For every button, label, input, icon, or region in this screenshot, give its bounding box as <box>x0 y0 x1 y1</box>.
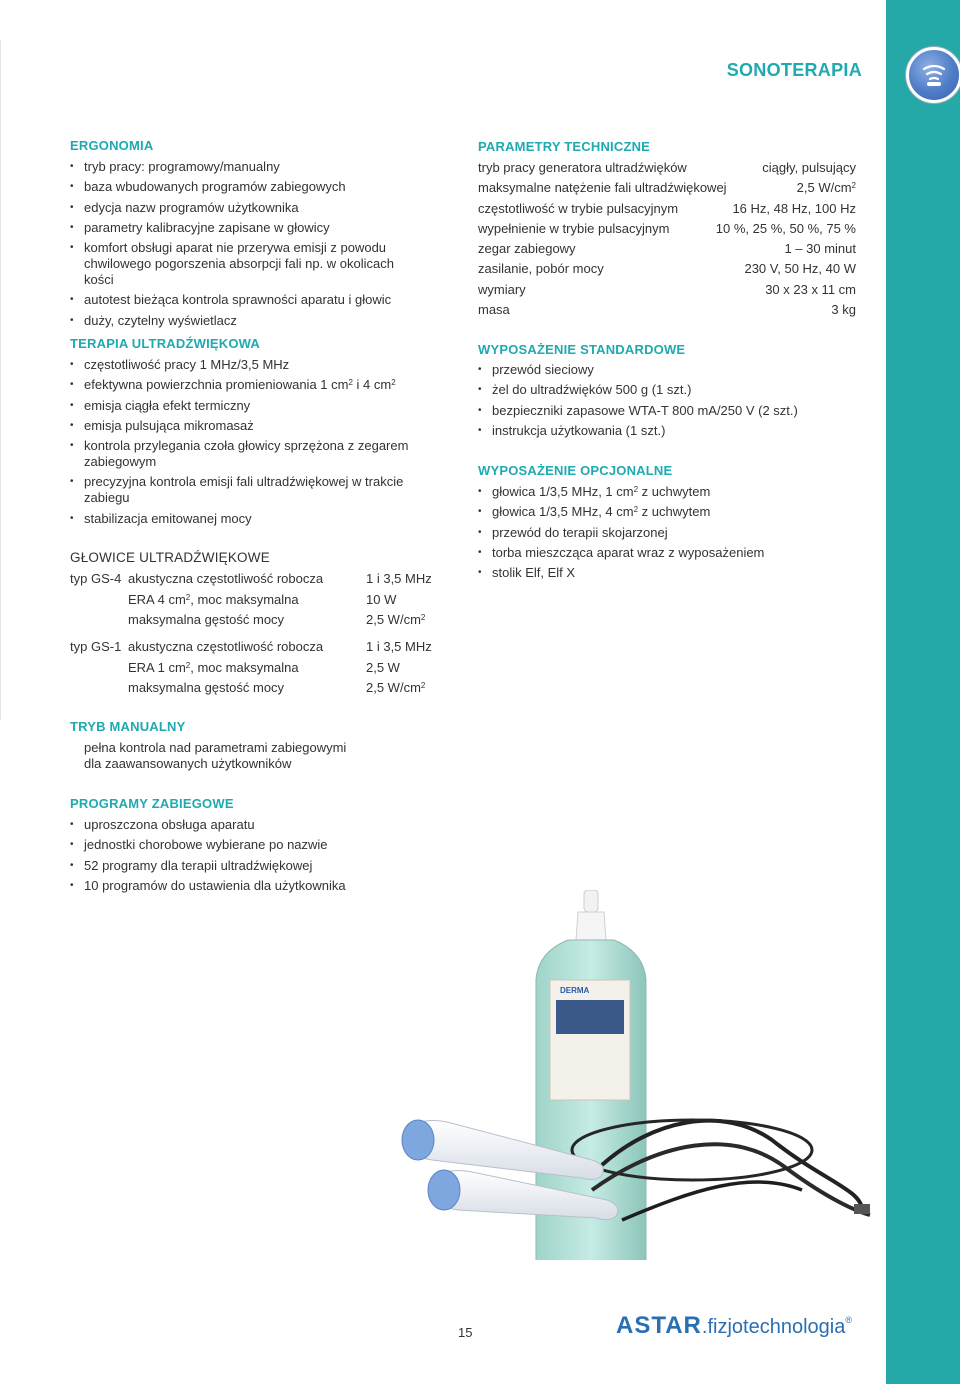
brand-dot: . <box>701 1316 708 1338</box>
superscript: 2 <box>185 660 191 670</box>
brand-main: ASTAR <box>616 1312 702 1339</box>
item-text: głowica 1/3,5 MHz, 1 cm <box>492 484 634 499</box>
table-row <box>478 180 856 200</box>
head-value-text: 2,5 W/cm <box>366 612 421 627</box>
list-item: • emisja pulsująca mikromasaż <box>70 418 430 434</box>
head-value <box>366 680 425 696</box>
table-row <box>70 571 450 592</box>
list-item: • precyzyjna kontrola emisji fali ultradźwiękowej w trakcie zabiegu <box>70 474 430 506</box>
superscript: 2 <box>851 181 856 191</box>
parametry-heading: PARAMETRY TECHNICZNE <box>478 139 651 154</box>
list-item: • instrukcja użytkowania (1 szt.) <box>478 423 858 439</box>
superscript: 2 <box>420 681 426 690</box>
list-item: • żel do ultradźwięków 500 g (1 szt.) <box>478 382 858 398</box>
list-item: • bezpieczniki zapasowe WTA-T 800 mA/250 V (2 szt.) <box>478 403 858 419</box>
terapia-list <box>70 357 430 531</box>
spec-label: zasilanie, pobór mocy <box>478 261 604 277</box>
superscript: 2 <box>633 485 639 494</box>
table-row <box>478 221 856 241</box>
spec-label: tryb pracy generatora ultradźwięków <box>478 160 687 175</box>
brand-reg: ® <box>845 1315 852 1325</box>
spec-label: częstotliwość w trybie pulsacyjnym <box>478 200 679 216</box>
list-item: • stabilizacja emitowanej mocy <box>70 511 430 527</box>
head-value: 1 i 3,5 MHz <box>366 639 432 654</box>
head-type: typ GS-1 <box>70 639 122 654</box>
programy-list <box>70 817 430 898</box>
head-value <box>366 612 425 628</box>
opcjonalne-list <box>478 484 858 585</box>
page-number: 15 <box>458 1325 473 1340</box>
head-type: typ GS-4 <box>70 571 122 586</box>
spec-label: masa <box>478 302 510 318</box>
superscript: 2 <box>420 613 426 622</box>
list-item: • emisja ciągła efekt termiczny <box>70 398 430 414</box>
spec-value: 30 x 23 x 11 cm <box>765 281 856 297</box>
list-item: • 52 programy dla terapii ultradźwiękowej <box>70 858 430 874</box>
spec-value: ciągły, pulsujący <box>762 160 856 175</box>
product-photo <box>392 890 872 1260</box>
head-value: 10 W <box>366 591 397 607</box>
programy-heading: PROGRAMY ZABIEGOWE <box>70 796 234 811</box>
list-item: • jednostki chorobowe wybierane po nazwie <box>70 837 430 853</box>
list-item: • edycja nazw programów użytkownika <box>70 200 450 216</box>
tryb-heading: TRYB MANUALNY <box>70 719 186 734</box>
list-item: • torba mieszcząca aparat wraz z wyposażeniem <box>478 545 858 561</box>
spec-value: 1 – 30 minut <box>784 241 856 257</box>
head-param: akustyczna częstotliwość robocza <box>128 571 324 586</box>
spec-value: 230 V, 50 Hz, 40 W <box>744 261 856 277</box>
gs4-table <box>70 571 450 633</box>
list-item: • autotest bieżąca kontrola sprawności aparatu i głowic <box>70 292 450 308</box>
head-param <box>128 592 299 608</box>
list-item <box>478 504 858 520</box>
table-row <box>478 160 856 180</box>
ultrasound-waves-icon <box>906 47 960 103</box>
list-item: • parametry kalibracyjne zapisane w głowicy <box>70 220 450 236</box>
table-row <box>70 680 450 701</box>
head-param: akustyczna częstotliwość robocza <box>128 639 324 654</box>
glowice-heading: GŁOWICE ULTRADŹWIĘKOWE <box>70 550 270 565</box>
page-margin-line <box>0 40 1 720</box>
brand-sub: fizjotechnologia <box>707 1316 846 1338</box>
spec-table <box>478 160 856 322</box>
superscript: 2 <box>185 592 191 602</box>
list-item: • komfort obsługi aparat nie przerywa emisji z powodu chwilowego pogorszenia absorpcji fali np. w okolicach kości <box>70 240 424 288</box>
head-value: 1 i 3,5 MHz <box>366 571 432 586</box>
list-item: • kontrola przylegania czoła głowicy sprzężona z zegarem zabiegowym <box>70 438 430 470</box>
standard-list <box>478 362 858 443</box>
spec-label: wypełnienie w trybie pulsacyjnym <box>478 220 670 236</box>
list-item: • częstotliwość pracy 1 MHz/3,5 MHz <box>70 357 430 373</box>
spec-value <box>797 180 856 200</box>
list-item: • baza wbudowanych programów zabiegowych <box>70 179 450 195</box>
list-item: • tryb pracy: programowy/manualny <box>70 159 450 175</box>
head-value-text: 2,5 W/cm <box>366 680 421 695</box>
list-item <box>478 484 858 500</box>
item-suffix: z uchwytem <box>638 484 711 499</box>
page-title: SONOTERAPIA <box>726 60 862 80</box>
tryb-line: pełna kontrola nad parametrami zabiegowymi <box>84 740 347 755</box>
spec-label: zegar zabiegowy <box>478 241 576 257</box>
tryb-text <box>84 740 346 772</box>
superscript: 2 <box>633 505 639 515</box>
head-param-suffix: , moc maksymalna <box>190 591 299 607</box>
area-suffix: i 4 cm <box>352 377 392 393</box>
area-text: efektywna powierzchnia promieniowania 1 cm <box>84 377 349 393</box>
table-row <box>478 241 856 261</box>
tryb-line: dla zaawansowanych użytkowników <box>84 756 292 771</box>
head-param-text: ERA 4 cm <box>128 591 186 607</box>
head-value: 2,5 W <box>366 659 400 675</box>
item-text: głowica 1/3,5 MHz, 4 cm <box>492 504 634 520</box>
table-row <box>478 261 856 281</box>
ergonomia-heading: ERGONOMIA <box>70 138 154 153</box>
gs1-table <box>70 639 450 701</box>
bottle-label: DERMA <box>560 986 590 995</box>
list-item: • duży, czytelny wyświetlacz <box>70 313 450 329</box>
spec-value: 16 Hz, 48 Hz, 100 Hz <box>732 200 856 216</box>
table-row <box>478 282 856 302</box>
opcjonalne-heading: WYPOSAŻENIE OPCJONALNE <box>478 463 673 478</box>
side-color-band <box>886 0 960 1384</box>
terapia-heading: TERAPIA ULTRADŹWIĘKOWA <box>70 336 260 351</box>
list-item: • przewód sieciowy <box>478 362 858 378</box>
list-item: • stolik Elf, Elf X <box>478 565 858 581</box>
spec-value-text: 2,5 W/cm <box>796 180 852 196</box>
list-item: • uproszczona obsługa aparatu <box>70 817 430 833</box>
spec-value: 3 kg <box>831 302 856 318</box>
ergonomia-list <box>70 159 450 333</box>
spec-label: wymiary <box>478 281 526 297</box>
brand-logo <box>616 1312 852 1340</box>
head-param: maksymalna gęstość mocy <box>128 680 285 695</box>
table-row <box>70 639 450 660</box>
list-item <box>70 377 430 393</box>
table-row <box>70 660 450 681</box>
item-suffix: z uchwytem <box>638 504 711 520</box>
head-param-suffix: , moc maksymalna <box>190 659 299 675</box>
table-row <box>70 612 450 633</box>
table-row <box>478 201 856 221</box>
superscript: 2 <box>391 378 396 388</box>
head-param <box>128 660 299 676</box>
table-row <box>70 592 450 613</box>
list-item: • przewód do terapii skojarzonej <box>478 525 858 541</box>
head-param: maksymalna gęstość mocy <box>128 612 285 627</box>
standard-heading: WYPOSAŻENIE STANDARDOWE <box>478 342 686 357</box>
spec-value: 10 %, 25 %, 50 %, 75 % <box>715 220 856 236</box>
head-param-text: ERA 1 cm <box>128 659 186 675</box>
superscript: 2 <box>348 378 353 388</box>
spec-label: maksymalne natężenie fali ultradźwiękowej <box>478 180 727 196</box>
list-item: • 10 programów do ustawienia dla użytkownika <box>70 878 430 894</box>
table-row <box>478 302 856 322</box>
